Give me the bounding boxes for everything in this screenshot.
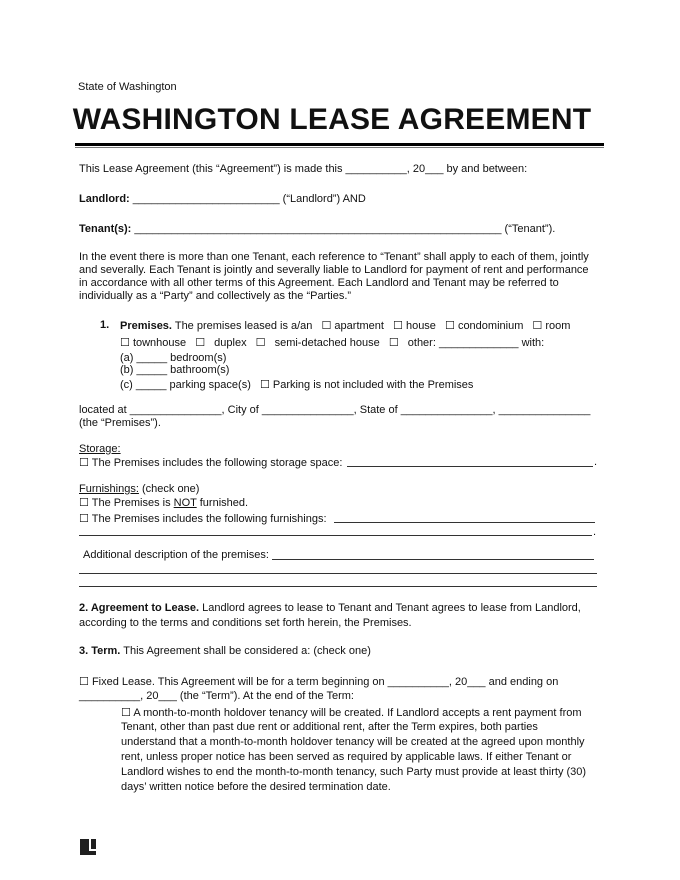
furnished-line <box>79 512 327 525</box>
premises-lead: The premises leased is a/an <box>174 320 313 332</box>
checkbox-holdover[interactable]: ☐ <box>121 706 131 719</box>
furnishings-field-2[interactable] <box>79 535 592 536</box>
landlord-suffix: (“Landlord”) AND <box>282 193 366 205</box>
with-label: with: <box>521 337 545 349</box>
agreement-to-lease-line-2: according to the terms and conditions set forth herein, the Premises. <box>79 617 412 629</box>
option-house-label: house <box>405 320 436 332</box>
storage-line <box>79 456 342 469</box>
intro-line: This Lease Agreement (this “Agreement”) is made this __________, 20___ by and between: <box>79 163 528 175</box>
checkbox-duplex[interactable]: ☐ <box>195 336 206 349</box>
option-apartment-label: apartment <box>334 320 384 332</box>
not-emphasis: NOT <box>173 497 197 509</box>
checkbox-furnished[interactable]: ☐ <box>79 512 89 525</box>
title-rule-thin <box>75 147 604 148</box>
bathrooms-field[interactable]: _____ <box>136 364 168 376</box>
option-duplex-label: duplex <box>214 337 247 349</box>
joint-liability-paragraph: In the event there is more than one Tenant, each reference to “Tenant” shall apply to each of them, jointly and severally. Each Tenant is jointly and severally liable to Landlord for payment of rent and performance in accordance with all other terms of this Agreement. Each Landlord and Tenant may be referred to individually as a “Party” and collectively as the “Parties.” <box>79 251 589 302</box>
option-semi-detached-label: semi-detached house <box>274 337 380 349</box>
checkbox-townhouse[interactable]: ☐ <box>120 336 130 349</box>
furnishings-heading-line <box>79 483 199 495</box>
fixed-lease-text: Fixed Lease. This Agreement will be for a term beginning on __________, 20___ and ending on <box>91 676 559 688</box>
other-type-field[interactable]: _____________ <box>438 337 519 349</box>
bedrooms-line: (a) _____ bedroom(s) <box>120 352 227 364</box>
additional-description-label: Additional description of the premises: <box>83 549 269 561</box>
fixed-lease-line-1 <box>79 675 558 688</box>
landlord-label: Landlord: <box>79 193 130 205</box>
holdover-line-2: Tenant, other than past due rent or additional rent, after the Term expires, both parties <box>121 721 538 733</box>
furnishings-note: (check one) <box>141 483 200 495</box>
checkbox-storage[interactable]: ☐ <box>79 456 89 469</box>
furnished-option-label: The Premises includes the following furnishings: <box>91 513 327 525</box>
checkbox-room[interactable]: ☐ <box>532 319 543 332</box>
holdover-line-5: Landlord wishes to end the month-to-month tenancy, such Party must provide at least thirty (30) <box>121 766 587 778</box>
option-room-label: room <box>545 320 571 332</box>
premises-number: 1. <box>100 319 110 331</box>
agreement-to-lease-heading: 2. Agreement to Lease. <box>79 602 200 614</box>
checkbox-not-furnished[interactable]: ☐ <box>79 496 89 509</box>
furnishings-field-1[interactable] <box>334 522 595 523</box>
checkbox-condominium[interactable]: ☐ <box>445 319 455 332</box>
document-title-text: WASHINGTON LEASE AGREEMENT <box>72 103 592 136</box>
parking-spaces-field[interactable]: _____ <box>135 379 167 391</box>
checkbox-apartment[interactable]: ☐ <box>321 319 332 332</box>
checkbox-semi-detached[interactable]: ☐ <box>255 336 266 349</box>
option-other-label: other: <box>407 337 436 349</box>
holdover-line-1: ☐ A month-to-month holdover tenancy will be created. If Landlord accepts a rent payment from <box>121 706 582 719</box>
additional-description-field-1[interactable] <box>272 559 594 560</box>
furnishings-period: . <box>593 526 597 538</box>
option-townhouse-label: townhouse <box>132 337 187 349</box>
checkbox-house[interactable]: ☐ <box>393 319 403 332</box>
additional-description-field-2[interactable] <box>79 573 597 574</box>
checkbox-parking-excluded[interactable]: ☐ <box>259 378 270 391</box>
premises-heading: Premises. <box>120 320 172 332</box>
storage-heading: Storage: <box>79 443 121 455</box>
premises-line-1 <box>120 319 570 332</box>
term-line: 3. Term. This Agreement shall be considered a: (check one) <box>79 645 371 657</box>
document-title <box>0 103 680 137</box>
storage-option-label: The Premises includes the following storage space: <box>91 457 343 469</box>
holdover-line-3: understand that a month-to-month holdover tenancy will be created at the agreed upon monthly <box>121 736 585 748</box>
landlord-name-field[interactable]: ________________________ <box>132 193 280 205</box>
tenant-line <box>79 223 555 235</box>
holdover-line-4: rent, unless proper notice has been served as required by applicable laws. If either Tenant or <box>121 751 572 763</box>
storage-period: . <box>594 456 598 468</box>
checkbox-fixed-lease[interactable]: ☐ <box>79 675 89 688</box>
parking-excluded-label: Parking is not included with the Premises <box>272 379 474 391</box>
bedrooms-field[interactable]: _____ <box>136 352 168 364</box>
not-furnished-line: ☐ The Premises is NOT furnished. <box>79 496 249 509</box>
furnishings-heading: Furnishings: <box>79 483 139 495</box>
premises-definition: (the “Premises”). <box>79 417 161 429</box>
lawdistrict-logo-icon <box>80 839 96 855</box>
tenant-name-field[interactable]: ____________________________________________________________ <box>134 223 502 235</box>
checkbox-other[interactable]: ☐ <box>388 336 399 349</box>
parking-line: (c) _____ parking space(s) ☐ Parking is not included with the Premises <box>120 378 474 391</box>
term-heading: 3. Term. <box>79 645 121 657</box>
landlord-line <box>79 193 366 205</box>
option-condominium-label: condominium <box>457 320 524 332</box>
title-rule-thick <box>75 143 604 146</box>
premises-line-2 <box>120 336 544 349</box>
fixed-lease-line-2: __________, 20___ (the “Term”). At the end of the Term: <box>79 690 354 702</box>
state-label: State of Washington <box>78 81 177 93</box>
storage-field[interactable] <box>347 466 593 467</box>
tenant-suffix: (“Tenant”). <box>504 223 556 235</box>
additional-description-field-3[interactable] <box>79 586 597 587</box>
agreement-to-lease-line-1: 2. Agreement to Lease. Landlord agrees to lease to Tenant and Tenant agrees to lease from Landlord, <box>79 602 581 614</box>
holdover-line-6: days’ written notice before the desired termination date. <box>121 781 391 793</box>
tenant-label: Tenant(s): <box>79 223 132 235</box>
bathrooms-line: (b) _____ bathroom(s) <box>120 364 230 376</box>
location-line[interactable]: located at _______________, City of _______________, State of _______________, _______________ <box>79 404 591 416</box>
